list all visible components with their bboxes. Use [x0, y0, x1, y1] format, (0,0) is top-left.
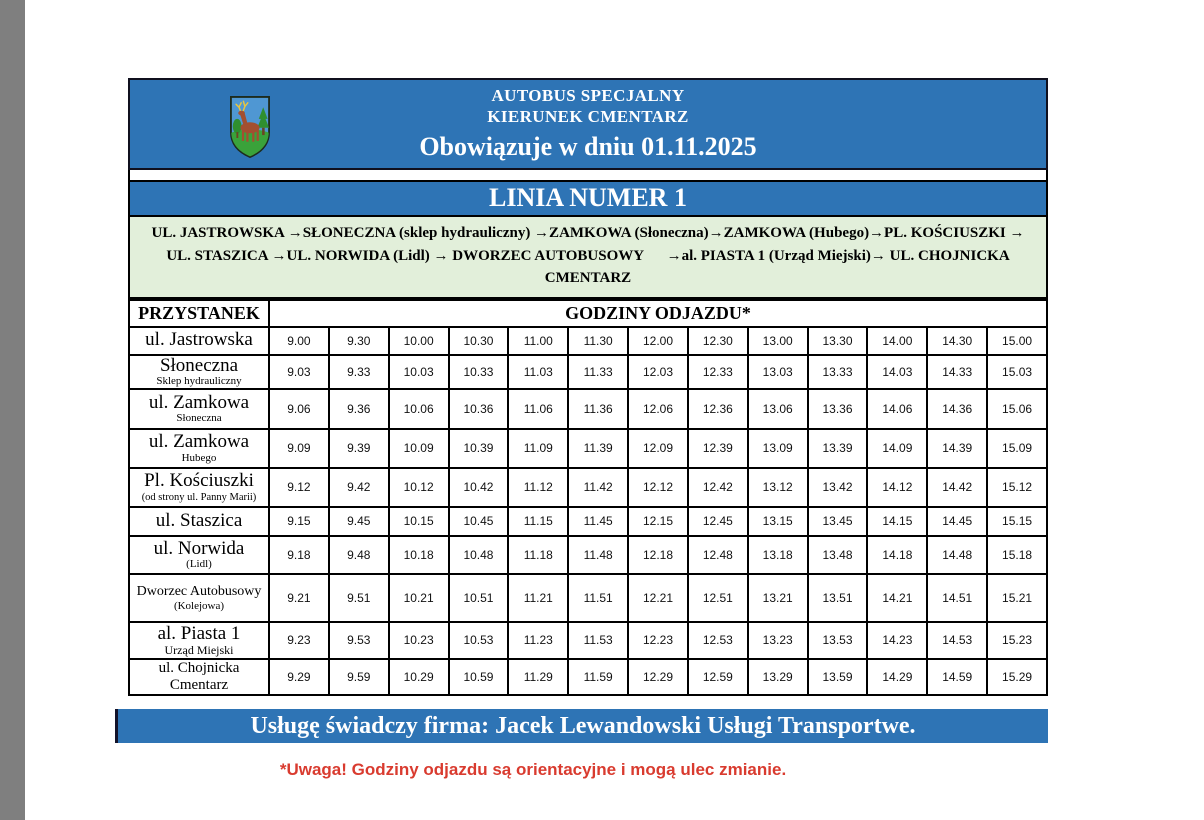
departure-time-cell: 15.12	[987, 468, 1047, 507]
departure-time-cell: 14.18	[867, 536, 927, 574]
departure-time-cell: 14.09	[867, 429, 927, 468]
departure-time-cell: 12.30	[688, 327, 748, 355]
departure-time-cell: 10.30	[449, 327, 509, 355]
departure-time-cell: 9.29	[269, 659, 329, 695]
stop-subtitle: (od strony ul. Panny Marii)	[141, 491, 257, 503]
departure-time-cell: 9.06	[269, 389, 329, 429]
departure-time-cell: 14.00	[867, 327, 927, 355]
departure-time-cell: 15.23	[987, 622, 1047, 659]
departure-time-cell: 13.51	[808, 574, 868, 622]
departure-time-cell: 9.39	[329, 429, 389, 468]
departure-time-cell: 10.45	[449, 507, 509, 536]
departure-time-cell: 11.03	[508, 355, 568, 389]
stop-cell	[129, 468, 269, 507]
departure-time-cell: 12.21	[628, 574, 688, 622]
departure-time-cell: 9.18	[269, 536, 329, 574]
stop-name: al. Piasta 1	[157, 622, 241, 644]
departure-time-cell: 10.53	[449, 622, 509, 659]
departure-time-cell: 11.59	[568, 659, 628, 695]
departure-time-cell: 14.42	[927, 468, 987, 507]
departure-time-cell: 15.09	[987, 429, 1047, 468]
departure-time-cell: 10.21	[389, 574, 449, 622]
departure-time-cell: 10.59	[449, 659, 509, 695]
departure-time-cell: 14.59	[927, 659, 987, 695]
stop-cell	[129, 574, 269, 622]
departure-time-cell: 14.39	[927, 429, 987, 468]
departure-time-cell: 9.59	[329, 659, 389, 695]
timetable-row	[129, 536, 1047, 574]
stop-cell	[129, 507, 269, 536]
stop-name: Dworzec Autobusowy	[136, 584, 262, 600]
departure-time-cell: 12.51	[688, 574, 748, 622]
departure-time-cell: 15.15	[987, 507, 1047, 536]
departure-time-cell: 11.39	[568, 429, 628, 468]
timetable-row	[129, 355, 1047, 389]
departure-time-cell: 11.15	[508, 507, 568, 536]
departure-time-cell: 12.09	[628, 429, 688, 468]
departure-time-cell: 15.21	[987, 574, 1047, 622]
departure-time-cell: 10.51	[449, 574, 509, 622]
stop-cell	[129, 355, 269, 389]
departure-time-cell: 13.33	[808, 355, 868, 389]
departure-time-cell: 14.12	[867, 468, 927, 507]
departure-time-cell: 9.21	[269, 574, 329, 622]
departure-time-cell: 15.03	[987, 355, 1047, 389]
departure-time-cell: 12.39	[688, 429, 748, 468]
departure-time-cell: 11.09	[508, 429, 568, 468]
departure-time-cell: 12.53	[688, 622, 748, 659]
stop-subtitle: Słoneczna	[176, 412, 222, 425]
departure-time-cell: 9.09	[269, 429, 329, 468]
departure-time-cell: 15.29	[987, 659, 1047, 695]
departure-time-cell: 10.33	[449, 355, 509, 389]
stop-subtitle: Cmentarz	[169, 676, 229, 693]
departure-time-cell: 9.45	[329, 507, 389, 536]
timetable-row	[129, 574, 1047, 622]
header-title-line1: AUTOBUS SPECJALNY	[491, 86, 685, 105]
departure-time-cell: 10.09	[389, 429, 449, 468]
viewer-gutter	[0, 0, 25, 820]
stop-cell	[129, 429, 269, 468]
departure-time-cell: 13.03	[748, 355, 808, 389]
departure-time-cell: 11.33	[568, 355, 628, 389]
departure-time-cell: 12.23	[628, 622, 688, 659]
departure-time-cell: 10.00	[389, 327, 449, 355]
departure-time-cell: 15.06	[987, 389, 1047, 429]
departure-time-cell: 13.45	[808, 507, 868, 536]
departure-time-cell: 11.06	[508, 389, 568, 429]
stop-name: Pl. Kościuszki	[144, 470, 254, 492]
stop-cell	[129, 659, 269, 695]
departure-time-cell: 15.00	[987, 327, 1047, 355]
operator-banner: Usługę świadczy firma: Jacek Lewandowski Usługi Transportwe.	[115, 709, 1048, 743]
departure-time-cell: 9.42	[329, 468, 389, 507]
departure-time-cell: 14.06	[867, 389, 927, 429]
departure-time-cell: 13.18	[748, 536, 808, 574]
departure-time-cell: 13.36	[808, 389, 868, 429]
departure-time-cell: 14.15	[867, 507, 927, 536]
departure-time-cell: 9.33	[329, 355, 389, 389]
departure-time-cell: 9.03	[269, 355, 329, 389]
departure-time-cell: 10.03	[389, 355, 449, 389]
departure-time-cell: 9.36	[329, 389, 389, 429]
stop-cell	[129, 389, 269, 429]
departure-time-cell: 11.29	[508, 659, 568, 695]
timetable-header-row	[129, 300, 1047, 327]
departure-time-cell: 14.53	[927, 622, 987, 659]
stop-name: Słoneczna	[159, 354, 239, 376]
timetable-row	[129, 327, 1047, 355]
stop-column-header: PRZYSTANEK	[129, 300, 269, 327]
departure-time-cell: 10.48	[449, 536, 509, 574]
stop-cell	[129, 536, 269, 574]
timetable-row	[129, 468, 1047, 507]
departure-time-cell: 11.00	[508, 327, 568, 355]
departure-time-cell: 12.12	[628, 468, 688, 507]
departure-time-cell: 12.06	[628, 389, 688, 429]
stop-name: ul. Zamkowa	[148, 431, 250, 453]
departure-time-cell: 10.29	[389, 659, 449, 695]
departure-time-cell: 10.06	[389, 389, 449, 429]
departure-time-cell: 13.21	[748, 574, 808, 622]
departure-time-cell: 11.30	[568, 327, 628, 355]
departure-time-cell: 12.33	[688, 355, 748, 389]
departure-time-cell: 10.36	[449, 389, 509, 429]
timetable-row	[129, 389, 1047, 429]
departure-time-cell: 13.42	[808, 468, 868, 507]
departure-time-cell: 9.51	[329, 574, 389, 622]
disclaimer-note: *Uwaga! Godziny odjazdu są orientacyjne i mogą ulec zmianie.	[279, 759, 787, 779]
departure-time-cell: 12.00	[628, 327, 688, 355]
stop-name: ul. Zamkowa	[148, 391, 250, 413]
departure-time-cell: 13.06	[748, 389, 808, 429]
departure-time-cell: 11.51	[568, 574, 628, 622]
departure-time-cell: 11.36	[568, 389, 628, 429]
departure-time-cell: 12.36	[688, 389, 748, 429]
city-coat-of-arms-icon	[228, 89, 272, 165]
departure-time-cell: 12.48	[688, 536, 748, 574]
departure-time-cell: 12.03	[628, 355, 688, 389]
departure-time-cell: 14.33	[927, 355, 987, 389]
departure-time-cell: 12.29	[628, 659, 688, 695]
departure-time-cell: 13.29	[748, 659, 808, 695]
times-column-header: GODZINY ODJAZDU*	[269, 300, 1047, 327]
stop-subtitle: Hubego	[181, 451, 217, 464]
stop-cell	[129, 622, 269, 659]
departure-time-cell: 15.18	[987, 536, 1047, 574]
departure-time-cell: 13.59	[808, 659, 868, 695]
departure-time-cell: 14.29	[867, 659, 927, 695]
stop-subtitle: (Kolejowa)	[173, 599, 225, 612]
departure-time-cell: 12.18	[628, 536, 688, 574]
stop-name: ul. Jastrowska	[145, 329, 253, 351]
stop-name: ul. Chojnicka	[158, 659, 240, 676]
header-title-line2: KIERUNEK CMENTARZ	[487, 107, 689, 126]
departure-time-cell: 11.48	[568, 536, 628, 574]
departure-time-cell: 9.12	[269, 468, 329, 507]
stop-name: ul. Norwida	[153, 537, 245, 559]
stop-name: ul. Staszica	[155, 509, 243, 531]
departure-timetable	[128, 299, 1048, 696]
departure-time-cell: 12.45	[688, 507, 748, 536]
departure-time-cell: 14.45	[927, 507, 987, 536]
departure-time-cell: 9.00	[269, 327, 329, 355]
departure-time-cell: 14.21	[867, 574, 927, 622]
header-banner	[128, 78, 1048, 170]
departure-time-cell: 14.30	[927, 327, 987, 355]
departure-time-cell: 12.42	[688, 468, 748, 507]
departure-time-cell: 11.21	[508, 574, 568, 622]
stop-subtitle: Urząd Miejski	[164, 643, 234, 658]
stop-subtitle: Sklep hydrauliczny	[156, 375, 242, 388]
departure-time-cell: 10.15	[389, 507, 449, 536]
line-number-title: LINIA NUMER 1	[128, 180, 1048, 217]
departure-time-cell: 9.15	[269, 507, 329, 536]
departure-time-cell: 13.30	[808, 327, 868, 355]
departure-time-cell: 14.23	[867, 622, 927, 659]
departure-time-cell: 9.48	[329, 536, 389, 574]
departure-time-cell: 14.48	[927, 536, 987, 574]
departure-time-cell: 14.36	[927, 389, 987, 429]
departure-time-cell: 10.18	[389, 536, 449, 574]
departure-time-cell: 11.12	[508, 468, 568, 507]
departure-time-cell: 13.12	[748, 468, 808, 507]
departure-time-cell: 13.23	[748, 622, 808, 659]
timetable-row	[129, 507, 1047, 536]
departure-time-cell: 11.42	[568, 468, 628, 507]
header-valid-date: Obowiązuje w dniu 01.11.2025	[419, 132, 757, 161]
departure-time-cell: 13.39	[808, 429, 868, 468]
departure-time-cell: 14.51	[927, 574, 987, 622]
stop-subtitle: (Lidl)	[186, 558, 212, 571]
timetable-page	[128, 78, 1048, 780]
timetable-row	[129, 429, 1047, 468]
departure-time-cell: 13.48	[808, 536, 868, 574]
departure-time-cell: 10.12	[389, 468, 449, 507]
departure-time-cell: 9.53	[329, 622, 389, 659]
timetable-body	[129, 327, 1047, 695]
departure-time-cell: 13.15	[748, 507, 808, 536]
departure-time-cell: 12.15	[628, 507, 688, 536]
departure-time-cell: 11.45	[568, 507, 628, 536]
departure-time-cell: 10.39	[449, 429, 509, 468]
departure-time-cell: 13.00	[748, 327, 808, 355]
route-description: UL. JASTROWSKA →SŁONECZNA (sklep hydrauliczny) →ZAMKOWA (Słoneczna)→ZAMKOWA (Hubego)→PL. KOŚCIUSZKI → UL. STASZICA →UL. NORWIDA (Lidl) → DWORZEC AUTOBUSOWY →al. PIASTA 1 (Urząd Miejski)→ UL. CHOJNICKA CMENTARZ	[128, 217, 1048, 299]
timetable-row	[129, 659, 1047, 695]
departure-time-cell: 13.53	[808, 622, 868, 659]
departure-time-cell: 11.23	[508, 622, 568, 659]
departure-time-cell: 11.53	[568, 622, 628, 659]
departure-time-cell: 9.30	[329, 327, 389, 355]
header-spacer	[128, 170, 1048, 180]
departure-time-cell: 10.23	[389, 622, 449, 659]
departure-time-cell: 12.59	[688, 659, 748, 695]
departure-time-cell: 13.09	[748, 429, 808, 468]
stop-cell	[129, 327, 269, 355]
departure-time-cell: 10.42	[449, 468, 509, 507]
departure-time-cell: 11.18	[508, 536, 568, 574]
departure-time-cell: 14.03	[867, 355, 927, 389]
departure-time-cell: 9.23	[269, 622, 329, 659]
timetable-row	[129, 622, 1047, 659]
